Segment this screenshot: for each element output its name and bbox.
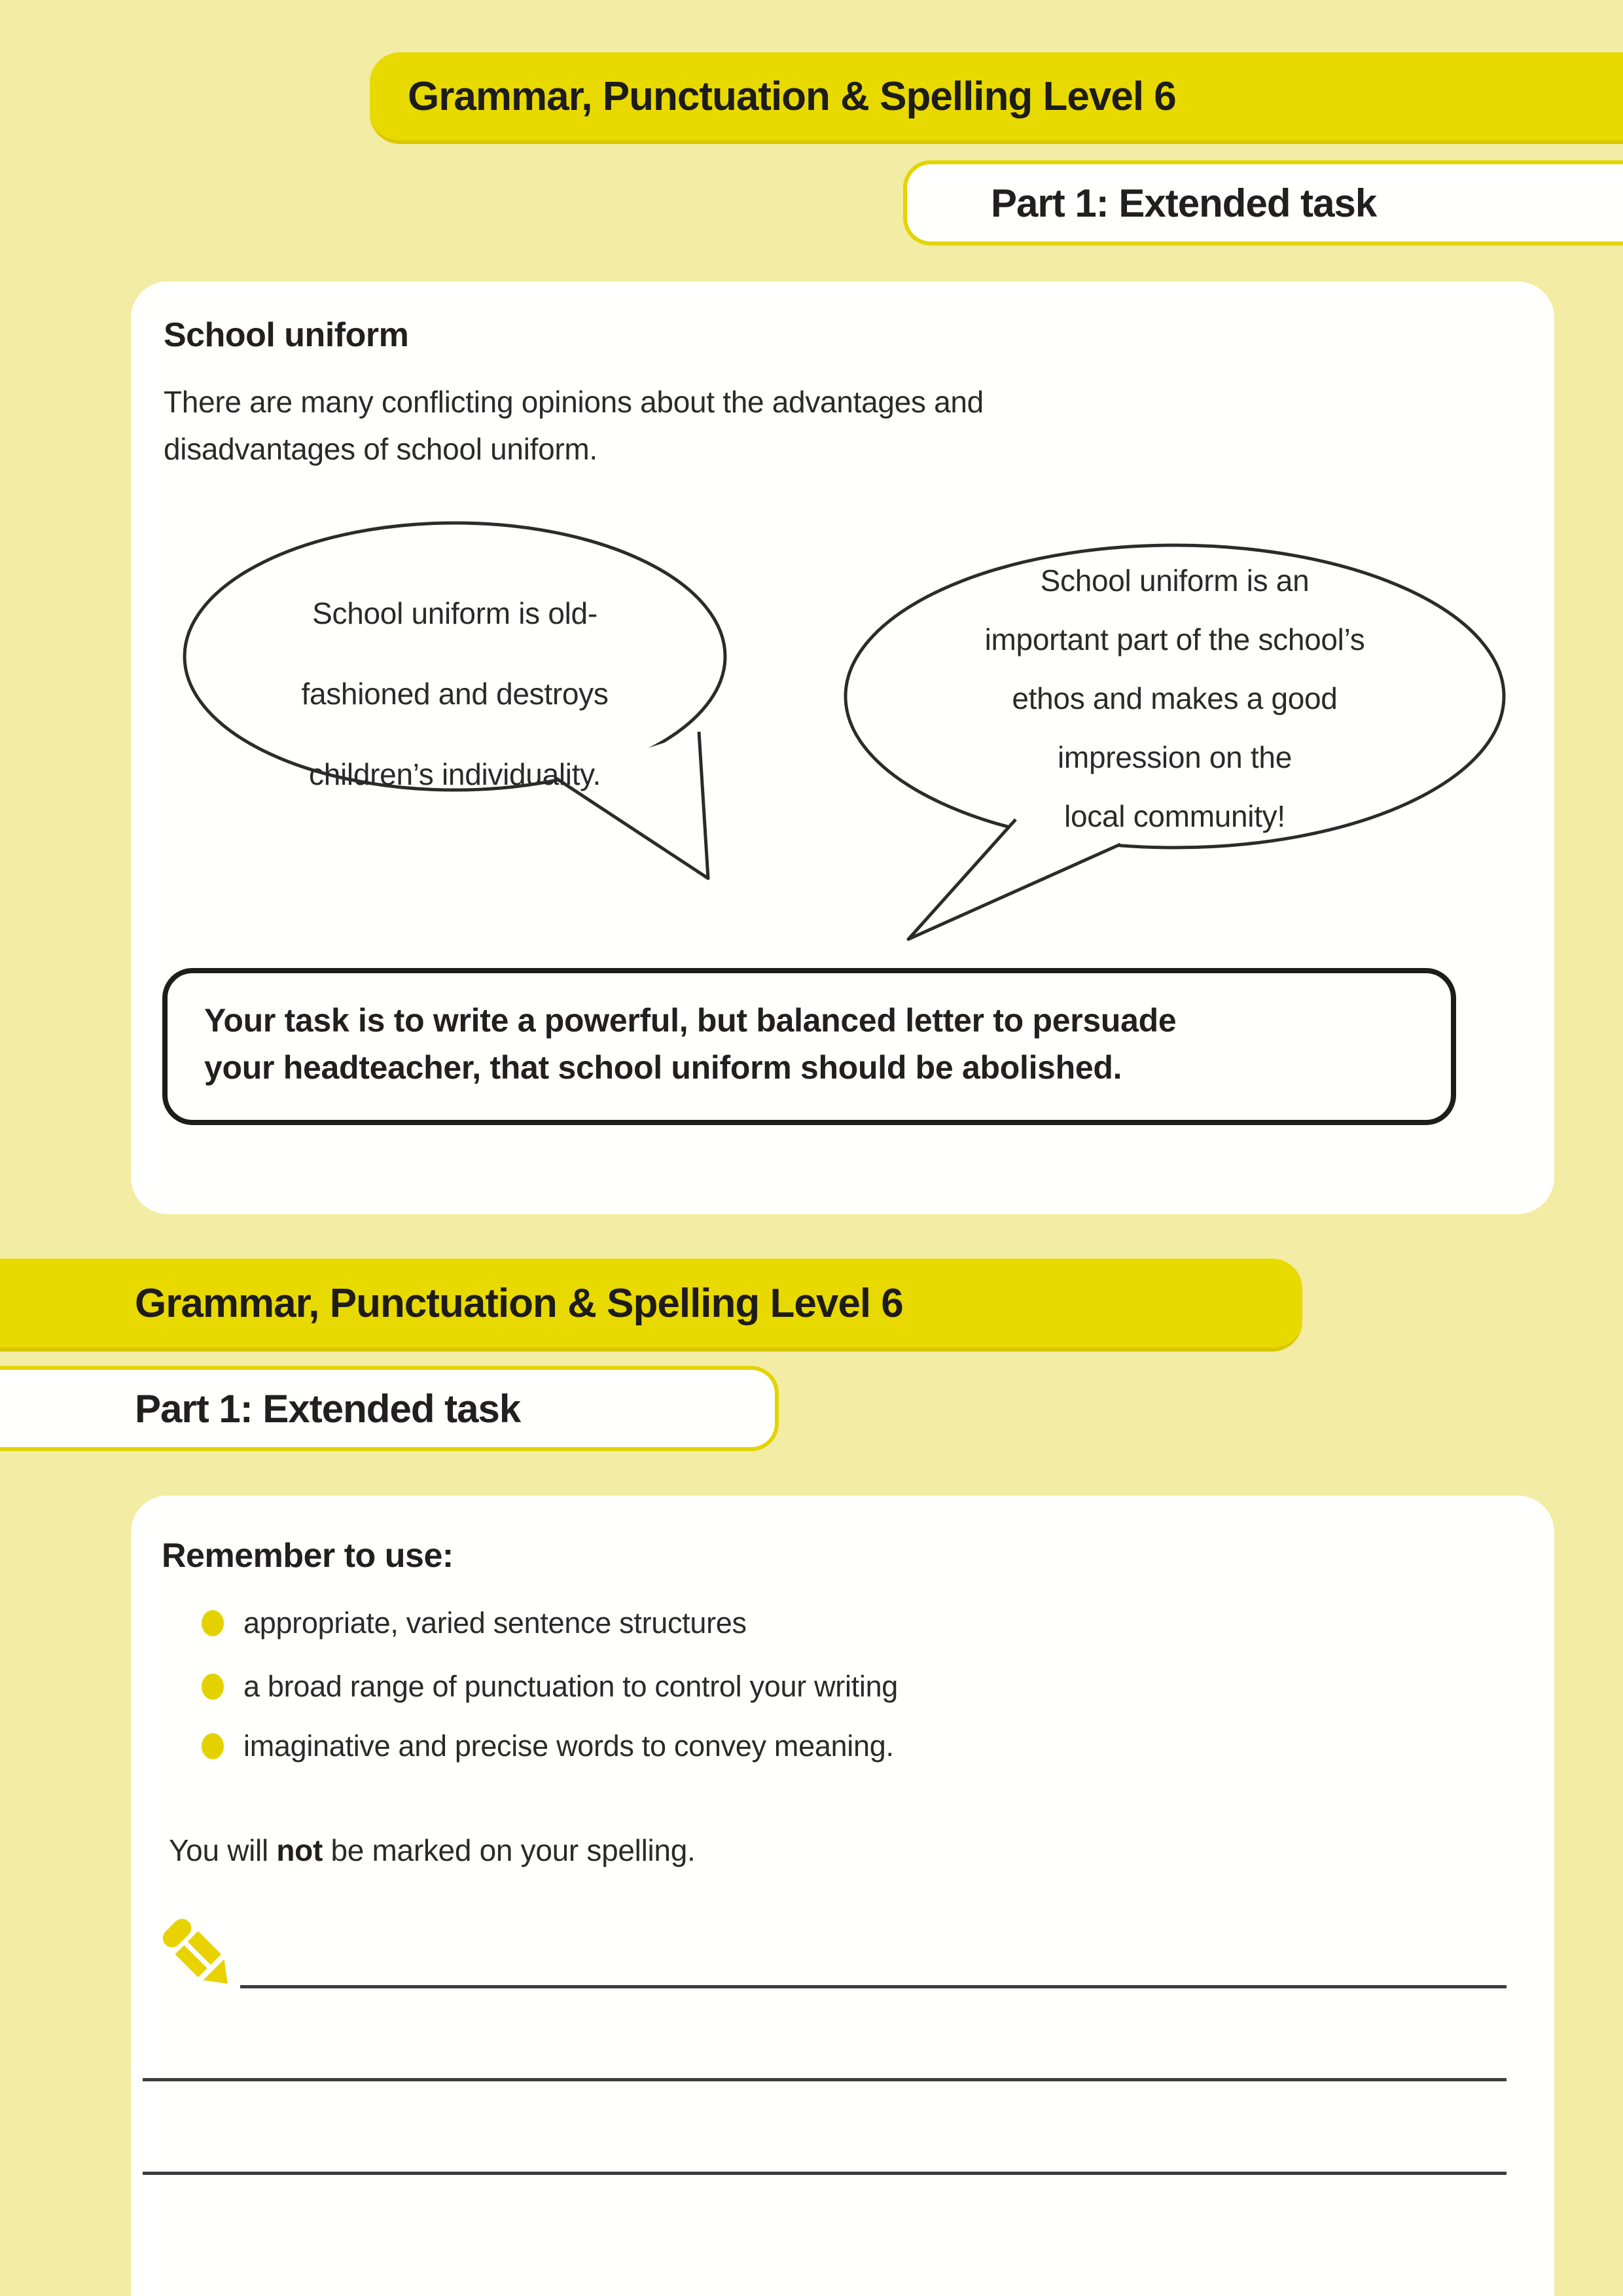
bullet-icon — [202, 1674, 224, 1700]
answer-line-3[interactable] — [143, 2172, 1507, 2175]
list-item-label: a broad range of punctuation to control your writing — [243, 1670, 899, 1703]
section2-part-title: Part 1: Extended task — [135, 1386, 521, 1431]
task-line-2: your headteacher, that school uniform should be abolished. — [204, 1049, 1122, 1086]
bullet-icon — [202, 1610, 224, 1636]
answer-line-2[interactable] — [143, 2078, 1507, 2081]
card1-heading: School uniform — [164, 316, 409, 354]
section1-part-pill — [903, 160, 1623, 245]
intro-line-2: disadvantages of school uniform. — [164, 432, 597, 466]
writing-card — [131, 1496, 1554, 2296]
list-item — [202, 1667, 1484, 1706]
list-item-label: appropriate, varied sentence structures — [243, 1606, 747, 1640]
task-card — [131, 281, 1554, 1214]
left-bubble-text: School uniform is old- fashioned and destroys children’s individuality. — [301, 596, 609, 791]
task-line-1: Your task is to write a powerful, but balanced letter to persuade — [204, 1002, 1177, 1039]
right-bubble-text: School uniform is an important part of the school’s ethos and makes a good impression on the local community! — [984, 564, 1365, 833]
answer-line-1[interactable] — [240, 1985, 1507, 1988]
bullet-icon — [202, 1733, 224, 1759]
section1-part-title: Part 1: Extended task — [991, 181, 1377, 225]
task-instruction-box — [162, 968, 1456, 1125]
intro-line-1: There are many conflicting opinions about the advantages and — [164, 385, 984, 419]
pencil-icon — [157, 1913, 242, 1998]
section2-banner — [0, 1259, 1302, 1352]
section2-banner-title: Grammar, Punctuation & Spelling Level 6 — [135, 1280, 903, 1326]
list-item — [202, 1727, 1484, 1766]
section1-banner — [370, 52, 1623, 144]
list-item-label: imaginative and precise words to convey meaning. — [243, 1729, 894, 1763]
section2-part-pill — [0, 1366, 779, 1451]
section1-banner-title: Grammar, Punctuation & Spelling Level 6 — [408, 73, 1176, 119]
spelling-note: You will not be marked on your spelling. — [169, 1833, 696, 1867]
list-item — [202, 1604, 1484, 1643]
card2-heading: Remember to use: — [162, 1537, 454, 1575]
